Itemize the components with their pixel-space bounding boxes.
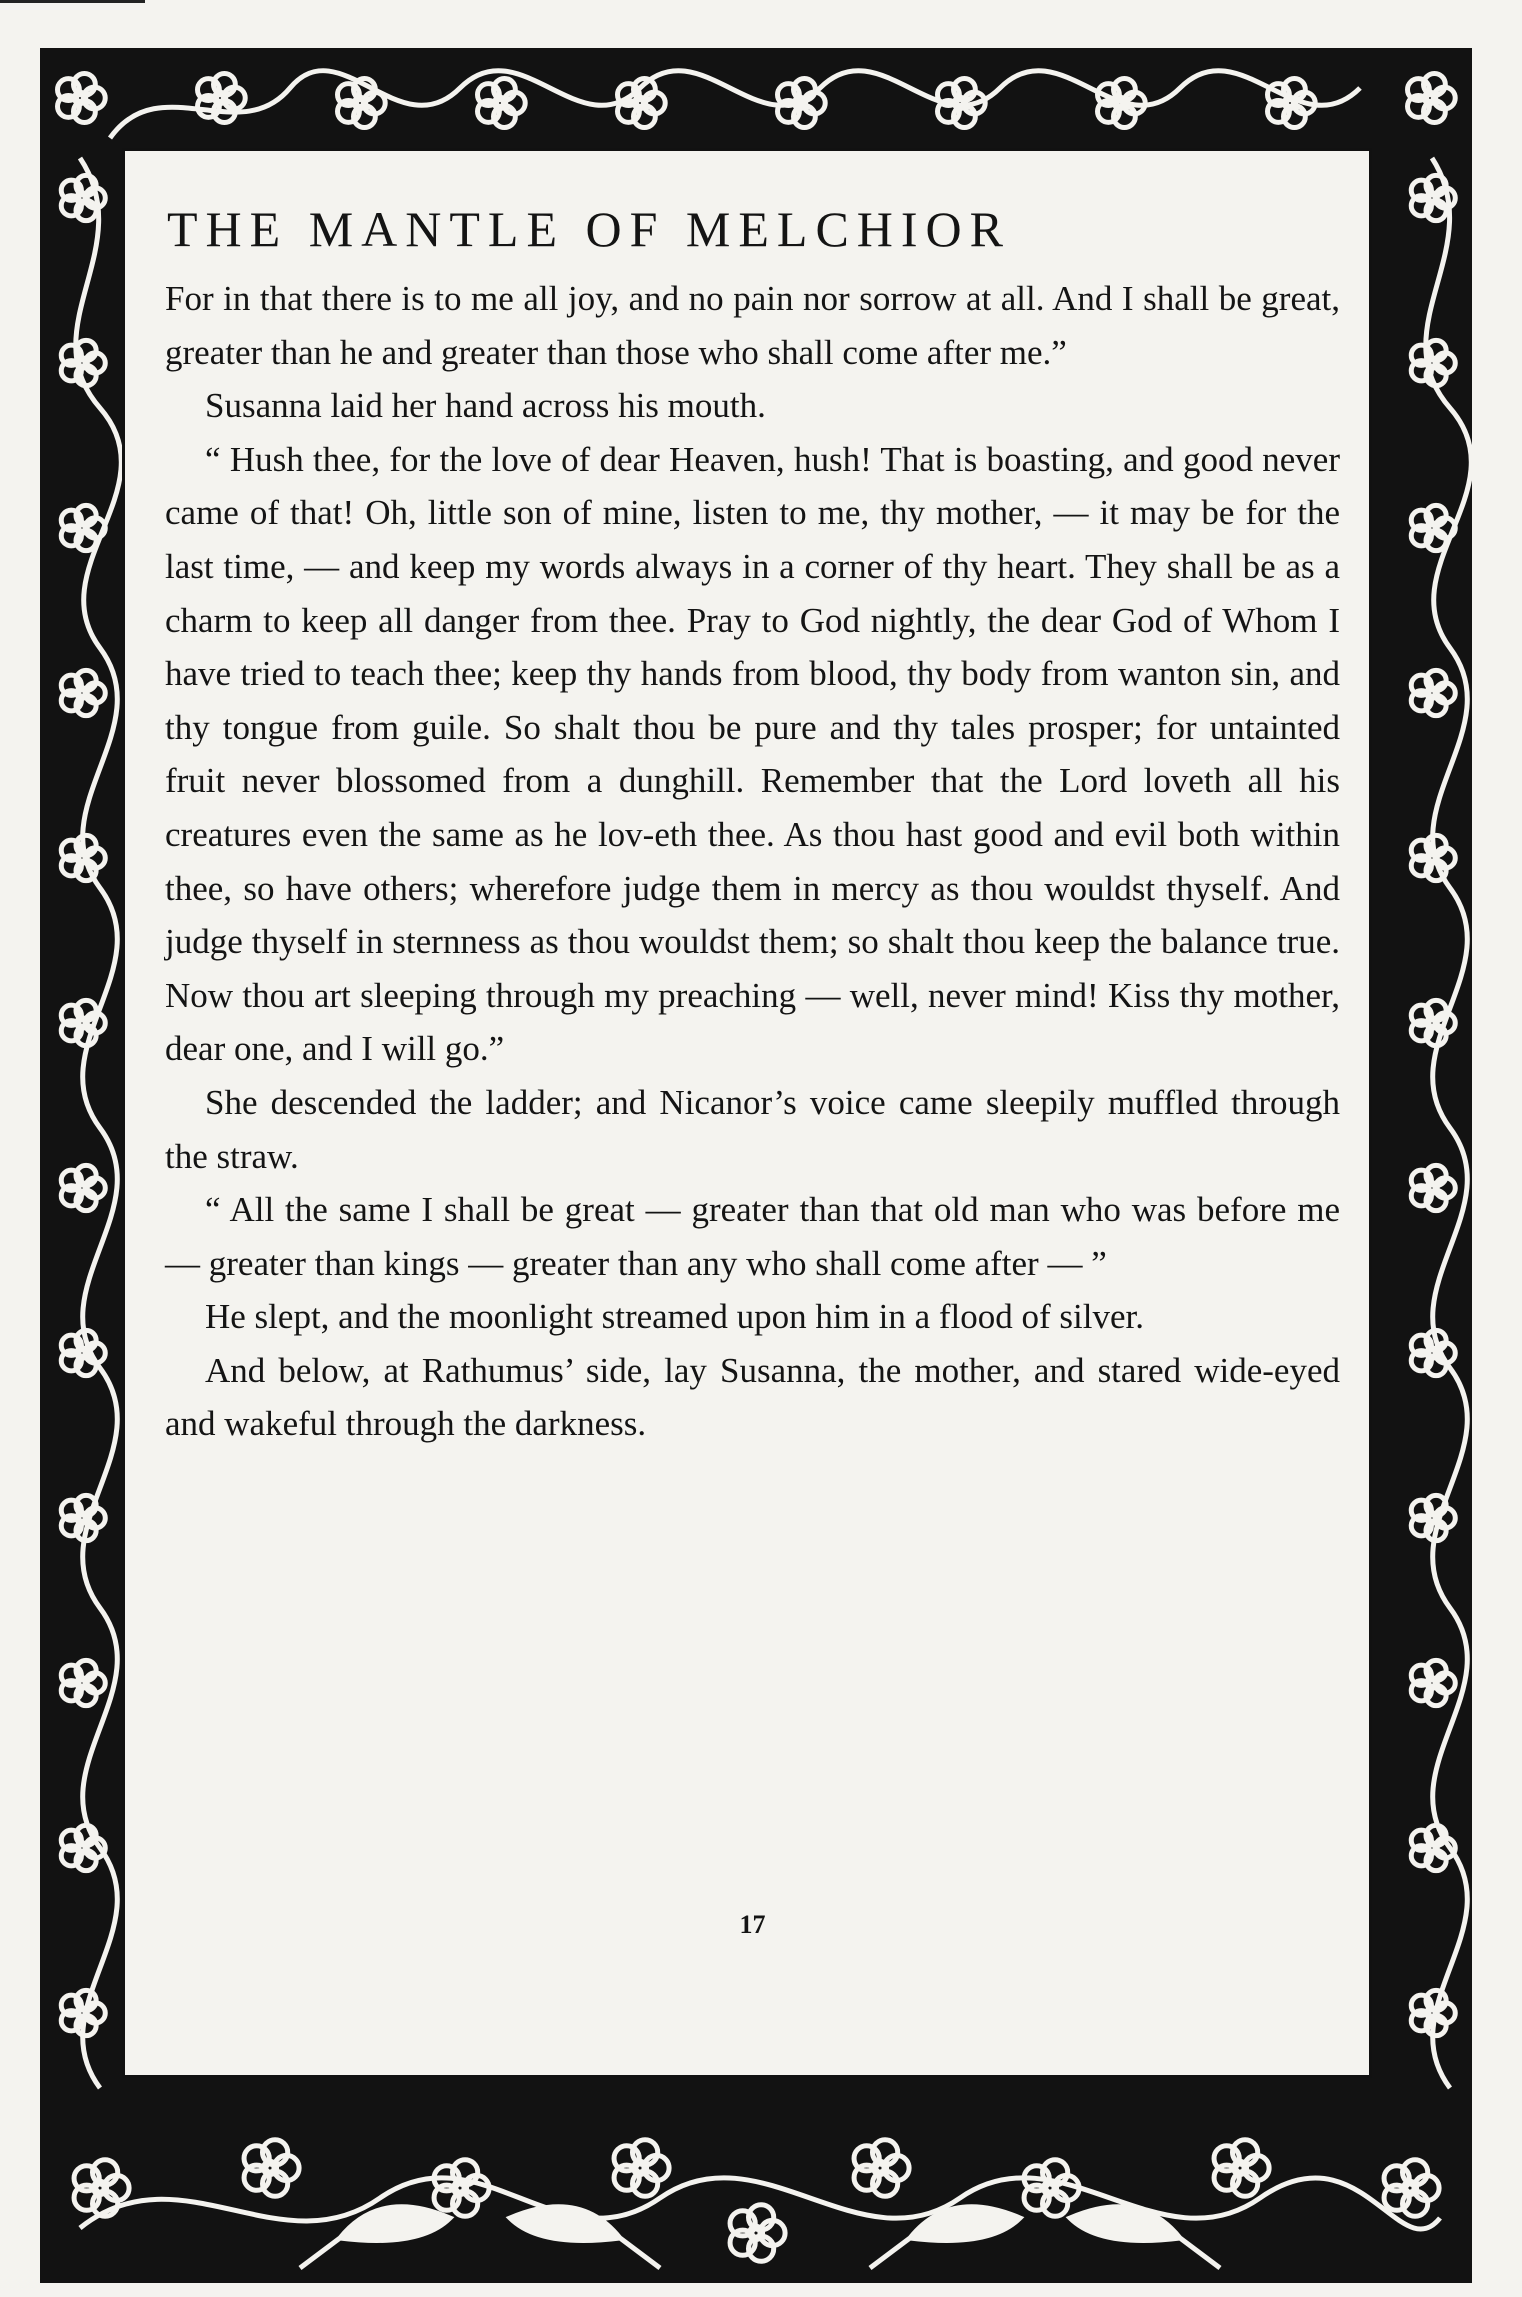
rose-icon: [244, 2140, 299, 2197]
paragraph: “ Hush thee, for the love of dear Heaven, hush! That is boasting, and good never came of that! Oh, little son of mine, listen to me, thy mother, — it may be for the last time, — and keep my words always in a corner of thy heart. They shall be as a charm to keep all danger from thee. Pray to God nightly, the dear God of Whom I have tried to teach thee; keep thy hands from blood, thy body from wanton sin, and thy tongue from guile. So shalt thou be pure and thy tales prosper; for untainted fruit never blossomed from a dunghill. Remember that the Lord loveth all his creatures even the same as he lov-eth thee. As thou hast good and evil both within thee, so have others; wherefore judge them in mercy as thou wouldst thyself. And judge thyself in sternness as thou wouldst them; so shalt thou keep the balance true. Now thou art sleeping through my preaching — well, never mind! Kiss thy mother, dear one, and I will go.”: [165, 439, 1340, 1069]
vine-scroll: [76, 158, 122, 2088]
rose-icon: [61, 1660, 105, 1705]
paragraph: She descended the ladder; and Nicanor’s voice came sleepily muffled through the straw.: [165, 1082, 1340, 1176]
rose-icon: [730, 2205, 785, 2262]
paragraph: He slept, and the moonlight streamed upon him in a flood of silver.: [205, 1297, 1145, 1337]
rose-icon: [478, 78, 526, 127]
vine-scroll: [1426, 158, 1472, 2088]
paragraph: Susanna laid her hand across his mouth.: [205, 386, 766, 426]
rose-icon: [434, 2160, 489, 2217]
rose-icon: [1411, 1165, 1455, 1210]
rose-icon: [1411, 670, 1455, 715]
running-head: THE MANTLE OF MELCHIOR: [167, 201, 1012, 257]
rose-icon: [614, 2140, 669, 2197]
rose-icon: [854, 2140, 909, 2197]
body-text: [165, 272, 1340, 1451]
peacock-icon: [300, 2207, 450, 2268]
page-body: [165, 190, 1340, 2050]
page-number: 17: [739, 1910, 766, 1939]
rose-icon: [1214, 2140, 1269, 2197]
rose-icon: [1384, 2160, 1439, 2217]
peacock-icon: [510, 2207, 660, 2268]
paragraph: And below, at Rathumus’ side, lay Susanna, the mother, and stared wide-eyed and wakeful through the darkness.: [165, 1350, 1340, 1444]
rose-icon: [1024, 2160, 1079, 2217]
paragraph: “ All the same I shall be great — greater than that old man who was before me — greater than kings — greater than any who shall come after — ”: [165, 1190, 1340, 1283]
rose-icon: [1411, 1660, 1455, 1705]
paragraph: For in that there is to me all joy, and no pain nor sorrow at all. And I shall be great, greater than he and greater than those who shall come after me.”: [165, 279, 1340, 372]
rose-icon: [61, 670, 105, 715]
rose-icon: [338, 78, 386, 127]
top-edge-rule: [0, 0, 145, 3]
rose-icon: [1408, 73, 1456, 122]
rose-icon: [61, 1165, 105, 1210]
rose-icon: [58, 73, 106, 122]
vine-scroll: [110, 71, 1360, 138]
rose-icon: [198, 73, 246, 122]
